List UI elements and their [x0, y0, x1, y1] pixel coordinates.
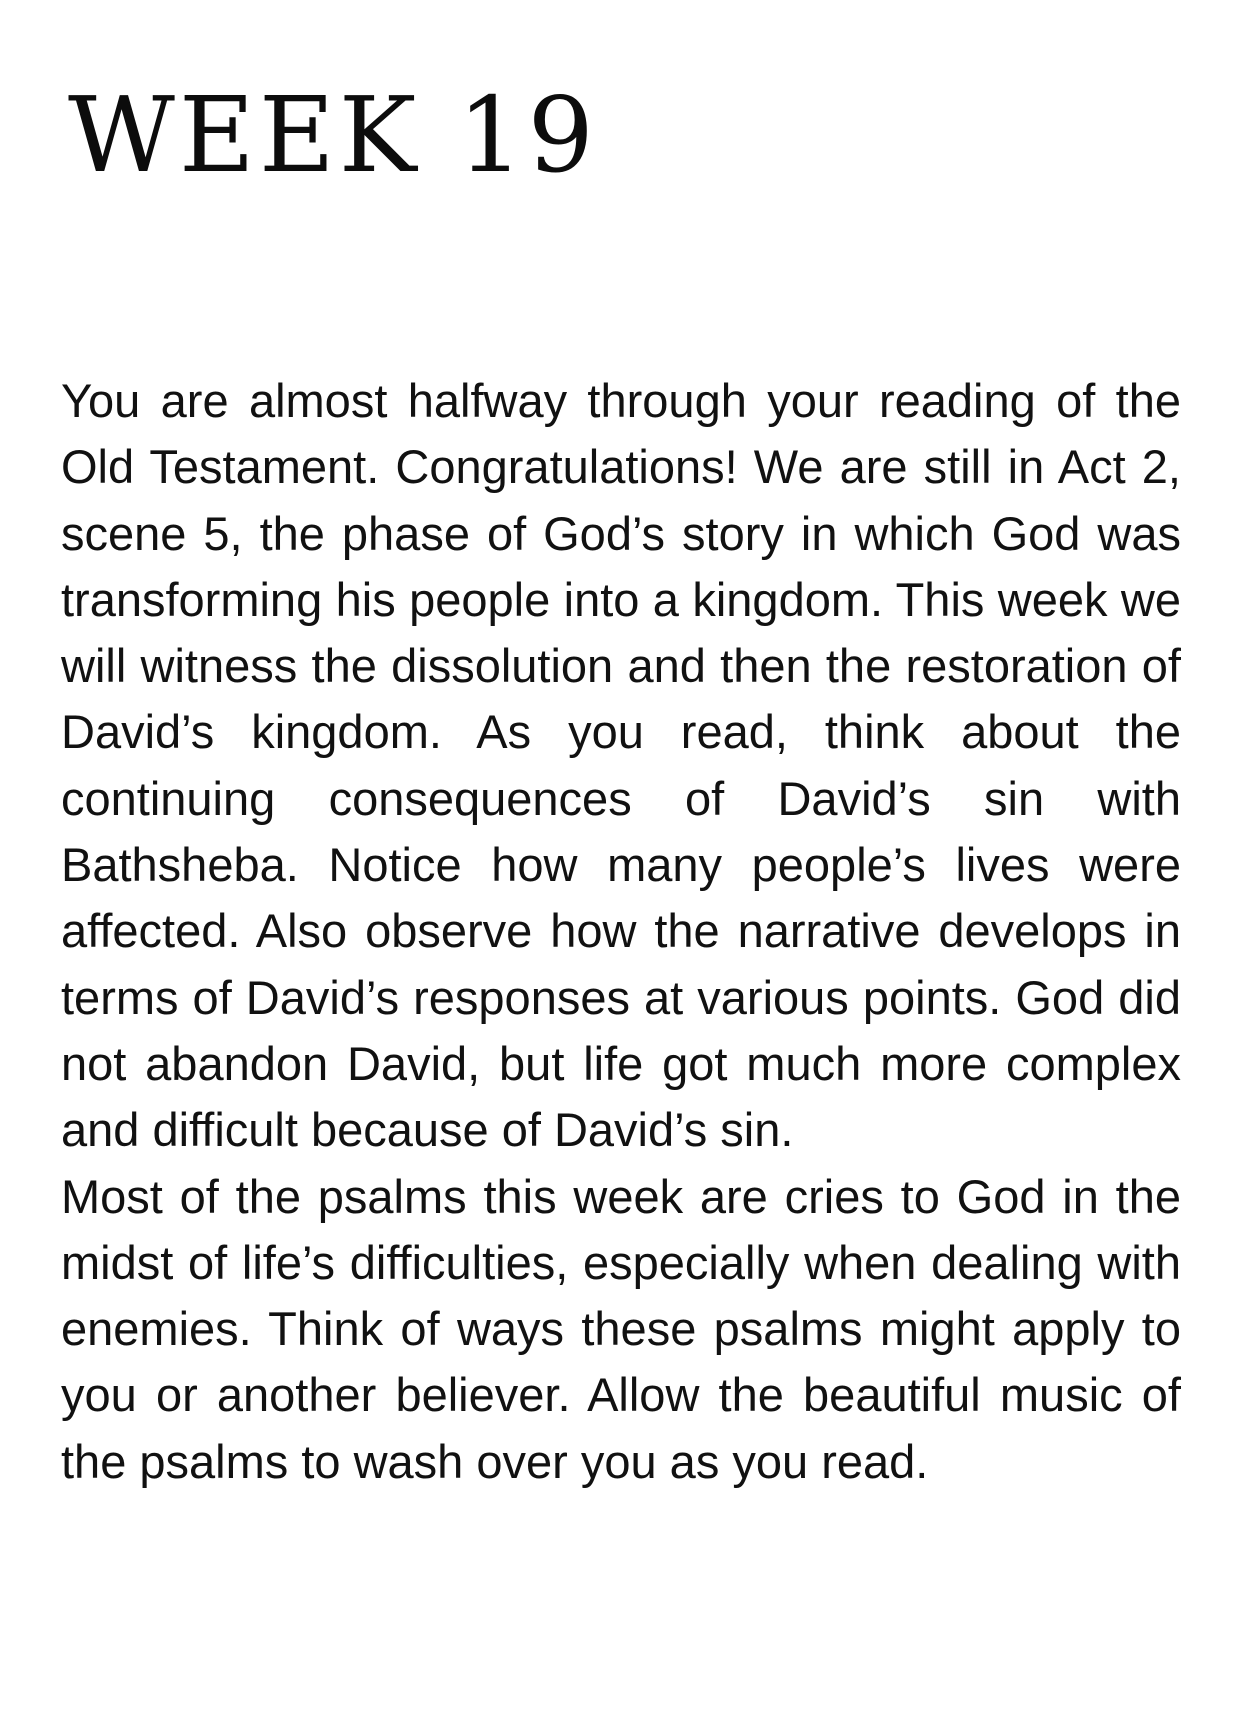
introduction-text: [61, 368, 1181, 1495]
week-heading: WEEK 19: [68, 74, 598, 196]
paragraph-psalms: Most of the psalms this week are cries to God in the midst of life’s difficulties, especially when dealing with enemies. Think of ways these psalms might apply to you or another believer. Allow the beautiful music of the psalms to wash over you as you read.: [61, 1169, 1181, 1488]
paragraph-intro: You are almost halfway through your reading of the Old Testament. Congratulations! We are still in Act 2, scene 5, the phase of God’s story in which God was transforming his people into a kingdom. This week we will witness the dissolution and then the restoration of David’s kingdom. As you read, think about the continuing consequences of David’s sin with Bathsheba. Notice how many people’s lives were affected. Also observe how the narrative develops in terms of David’s responses at various points. God did not abandon David, but life got much more complex and difficult because of David’s sin.: [61, 374, 1181, 1157]
